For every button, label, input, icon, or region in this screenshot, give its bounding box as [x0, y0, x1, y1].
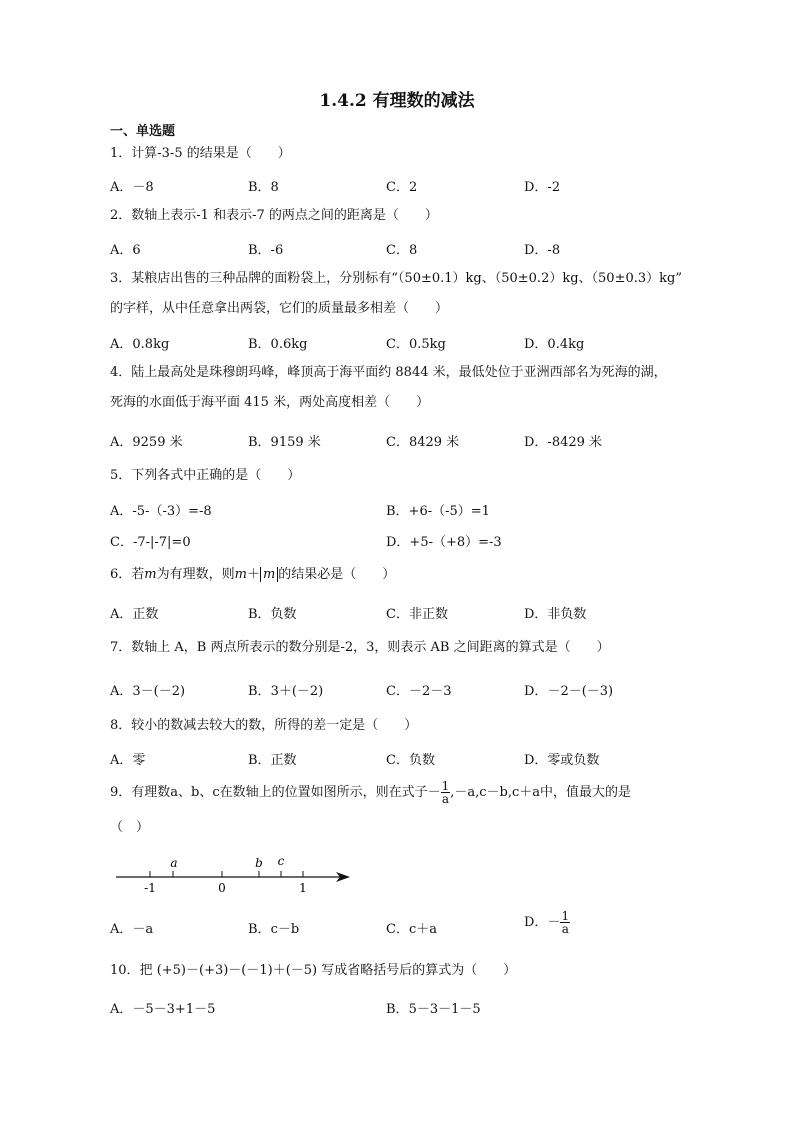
- q8-option-c[interactable]: C．负数: [386, 753, 435, 768]
- q1-option-a[interactable]: A．－8: [110, 180, 154, 195]
- q7-option-c[interactable]: [386, 680, 452, 699]
- q9-expr-c: c＋a: [408, 922, 437, 937]
- question-1: 1．计算-3-5 的结果是（ ）: [110, 146, 291, 161]
- q9-d-fraction: [560, 910, 570, 935]
- q7-option-d[interactable]: [524, 680, 613, 699]
- q9-pre: 9．有理数a、b、c在数轴上的位置如图所示，则在式子－: [110, 785, 441, 800]
- q9-d-frac-numerator: 1: [561, 909, 570, 923]
- question-3-line-2: 的字样，从中任意拿出两袋，它们的质量最多相差（ ）: [110, 301, 449, 316]
- q8-option-b[interactable]: B．正数: [248, 753, 297, 768]
- q3-option-a[interactable]: A．0.8kg: [110, 337, 170, 352]
- q10-expr-a: －5－3+1－5: [132, 1002, 216, 1017]
- q5-option-b[interactable]: B．+6-（-5）=1: [386, 504, 490, 519]
- q10-pre: 10．把: [110, 963, 157, 978]
- q3-option-c[interactable]: C．0.5kg: [386, 337, 446, 352]
- q2-option-b[interactable]: B．-6: [248, 243, 284, 258]
- q6-option-b[interactable]: B．负数: [248, 607, 297, 622]
- q5-option-d[interactable]: D．+5-（+8）=-3: [386, 535, 502, 550]
- q9-option-a[interactable]: [110, 918, 153, 937]
- q3-option-d[interactable]: D．0.4kg: [524, 337, 585, 352]
- q6-option-a[interactable]: A．正数: [110, 607, 159, 622]
- q10-option-a[interactable]: [110, 998, 215, 1017]
- q10-label-b: B．: [386, 1002, 409, 1017]
- page-title: 1.4.2 有理数的减法: [319, 91, 475, 111]
- q9-option-b[interactable]: [248, 918, 299, 937]
- q9-frac-numerator: 1: [441, 779, 450, 793]
- question-4-options: [0, 431, 794, 453]
- question-5-options-row-2: [0, 531, 794, 553]
- q7-expr-a: 3－(－2): [132, 684, 186, 699]
- q4-option-d[interactable]: D．-8429 米: [524, 435, 603, 450]
- q10-expr-b: 5－3－1－5: [408, 1002, 481, 1017]
- question-2: 2．数轴上表示-1 和表示-7 的两点之间的距离是（ ）: [110, 208, 438, 223]
- question-10: [110, 958, 700, 984]
- question-10-options: [0, 998, 794, 1020]
- question-3-options: [0, 333, 794, 355]
- q1-option-b[interactable]: B．8: [248, 180, 279, 195]
- q3-option-b[interactable]: B．0.6kg: [248, 337, 308, 352]
- q7-label-b: B．: [248, 684, 271, 699]
- q9-label-b: B．: [248, 922, 271, 937]
- q4-option-b[interactable]: B．9159 米: [248, 435, 321, 450]
- section-heading: 一、单选题: [110, 124, 176, 139]
- q9-post: ,－a,c－b,c＋a中，值最大的是: [450, 785, 632, 800]
- question-8: 8．较小的数减去较大的数，所得的差一定是（ ）: [110, 718, 418, 733]
- label-a: a: [170, 856, 178, 870]
- label-minus-1: -1: [144, 881, 156, 895]
- question-2-options: [0, 239, 794, 261]
- q6-expr-plus: ＋: [246, 567, 260, 582]
- q5-option-c[interactable]: C．-7-|-7|=0: [110, 535, 191, 550]
- q9-expr-a: －a: [132, 922, 154, 937]
- q9-expr-d: －: [547, 915, 561, 930]
- q6-option-d[interactable]: D．非负数: [524, 607, 587, 622]
- q7-option-b[interactable]: [248, 680, 323, 699]
- q6-expr-m: m: [234, 567, 247, 582]
- q6-option-c[interactable]: C．非正数: [386, 607, 448, 622]
- q1-option-d[interactable]: D．-2: [524, 180, 561, 195]
- q9-label-a: A．: [110, 922, 133, 937]
- question-6: [110, 562, 700, 588]
- question-9: [110, 780, 700, 806]
- question-8-options: [0, 749, 794, 771]
- q8-option-a[interactable]: A．零: [110, 753, 146, 768]
- q6-expr-abs: m: [260, 567, 278, 582]
- q6-var-m: m: [144, 567, 157, 582]
- question-7: 7．数轴上 A，B 两点所表示的数分别是-2，3，则表示 AB 之间距离的算式是（ ）: [110, 640, 610, 655]
- q7-option-a[interactable]: [110, 680, 185, 699]
- q6-mid: 为有理数，则: [156, 567, 235, 582]
- q10-option-b[interactable]: [386, 998, 481, 1017]
- q9-option-d[interactable]: [524, 910, 570, 935]
- q10-post: 写成省略括号后的算式为（ ）: [317, 963, 517, 978]
- q9-d-frac-denominator: a: [561, 922, 569, 936]
- question-9-line-2: （ ）: [110, 820, 150, 835]
- q2-option-c[interactable]: C．8: [386, 243, 418, 258]
- question-4-line-2: 死海的水面低于海平面 415 米，两处高度相差（ ）: [110, 395, 430, 410]
- q10-label-a: A．: [110, 1002, 133, 1017]
- q7-expr-b: 3＋(－2): [270, 684, 324, 699]
- q7-expr-d: －2－(－3): [547, 684, 614, 699]
- question-5-options-row-1: [0, 500, 794, 522]
- question-6-options: [0, 603, 794, 625]
- label-0: 0: [218, 881, 226, 895]
- number-line-figure: [108, 850, 358, 900]
- q9-fraction: [441, 780, 451, 805]
- question-3-line-1: 3．某粮店出售的三种品牌的面粉袋上，分别标有“（50±0.1）kg、（50±0.2）kg、（50±0.3）kg”: [110, 271, 682, 286]
- q8-option-d[interactable]: D．零或负数: [524, 753, 600, 768]
- q2-option-d[interactable]: D．-8: [524, 243, 561, 258]
- question-1-options: [0, 176, 794, 198]
- label-1: 1: [299, 881, 307, 895]
- q9-expr-b: c－b: [270, 922, 300, 937]
- q1-option-c[interactable]: C．2: [386, 180, 418, 195]
- q6-post: 的结果必是（ ）: [278, 567, 396, 582]
- q9-label-c: C．: [386, 922, 409, 937]
- question-4-line-1: 4．陆上最高处是珠穆朗玛峰，峰顶高于海平面约 8844 米，最低处位于亚洲西部名为死海的湖，: [110, 365, 667, 380]
- q7-expr-c: －2－3: [408, 684, 452, 699]
- q7-label-d: D．: [524, 684, 548, 699]
- q4-option-a[interactable]: A．9259 米: [110, 435, 183, 450]
- q9-label-d: D．: [524, 915, 548, 930]
- q7-label-c: C．: [386, 684, 409, 699]
- question-9-options: [0, 909, 794, 940]
- q7-label-a: A．: [110, 684, 133, 699]
- q2-option-a[interactable]: A．6: [110, 243, 141, 258]
- q9-option-c[interactable]: [386, 918, 437, 937]
- label-b: b: [255, 856, 263, 870]
- q4-option-c[interactable]: C．8429 米: [386, 435, 460, 450]
- q9-frac-denominator: a: [441, 792, 450, 806]
- q10-expr: (+5)－(+3)－(－1)＋(－5): [156, 963, 318, 978]
- question-7-options: [0, 680, 794, 702]
- question-5: 5．下列各式中正确的是（ ）: [110, 468, 301, 483]
- q5-option-a[interactable]: A．-5-（-3）=-8: [110, 504, 212, 519]
- q6-pre: 6．若: [110, 567, 145, 582]
- label-c: c: [277, 854, 285, 868]
